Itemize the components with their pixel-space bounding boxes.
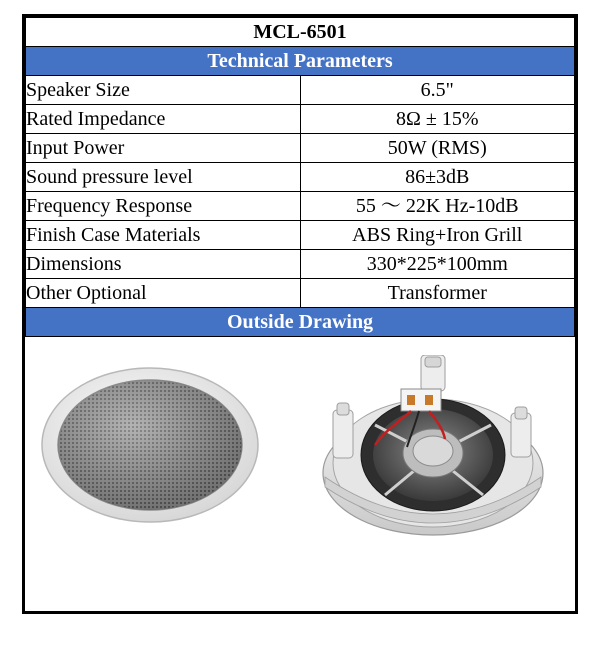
model-title: MCL-6501 bbox=[26, 18, 575, 47]
spec-label: Speaker Size bbox=[26, 76, 301, 105]
spec-value: 330*225*100mm bbox=[300, 250, 575, 279]
spec-label: Rated Impedance bbox=[26, 105, 301, 134]
spec-value: 8Ω ± 15% bbox=[300, 105, 575, 134]
spec-sheet bbox=[22, 14, 578, 614]
table-row bbox=[26, 250, 575, 279]
spec-label: Frequency Response bbox=[26, 192, 301, 221]
model-row bbox=[26, 18, 575, 47]
technical-parameters-heading: Technical Parameters bbox=[26, 47, 575, 76]
spec-label: Sound pressure level bbox=[26, 163, 301, 192]
table-row bbox=[26, 163, 575, 192]
speaker-front-photo bbox=[39, 365, 261, 525]
spec-label: Other Optional bbox=[26, 279, 301, 308]
spec-value: 55 ～ 22K Hz-10dB bbox=[300, 192, 575, 221]
drawing-band-row bbox=[26, 308, 575, 337]
spec-label: Dimensions bbox=[26, 250, 301, 279]
spec-value: 86±3dB bbox=[300, 163, 575, 192]
spec-value: 6.5" bbox=[300, 76, 575, 105]
table-row bbox=[26, 279, 575, 308]
table-row bbox=[26, 192, 575, 221]
spec-label: Finish Case Materials bbox=[26, 221, 301, 250]
spec-table bbox=[25, 17, 575, 337]
table-row bbox=[26, 134, 575, 163]
spec-value: 50W (RMS) bbox=[300, 134, 575, 163]
parameters-band-row bbox=[26, 47, 575, 76]
spec-value: ABS Ring+Iron Grill bbox=[300, 221, 575, 250]
table-row bbox=[26, 76, 575, 105]
outside-drawing-area bbox=[25, 337, 575, 591]
table-row bbox=[26, 221, 575, 250]
spec-label: Input Power bbox=[26, 134, 301, 163]
spec-value: Transformer bbox=[300, 279, 575, 308]
speaker-back-photo bbox=[315, 355, 551, 545]
outside-drawing-heading: Outside Drawing bbox=[26, 308, 575, 337]
table-row bbox=[26, 105, 575, 134]
